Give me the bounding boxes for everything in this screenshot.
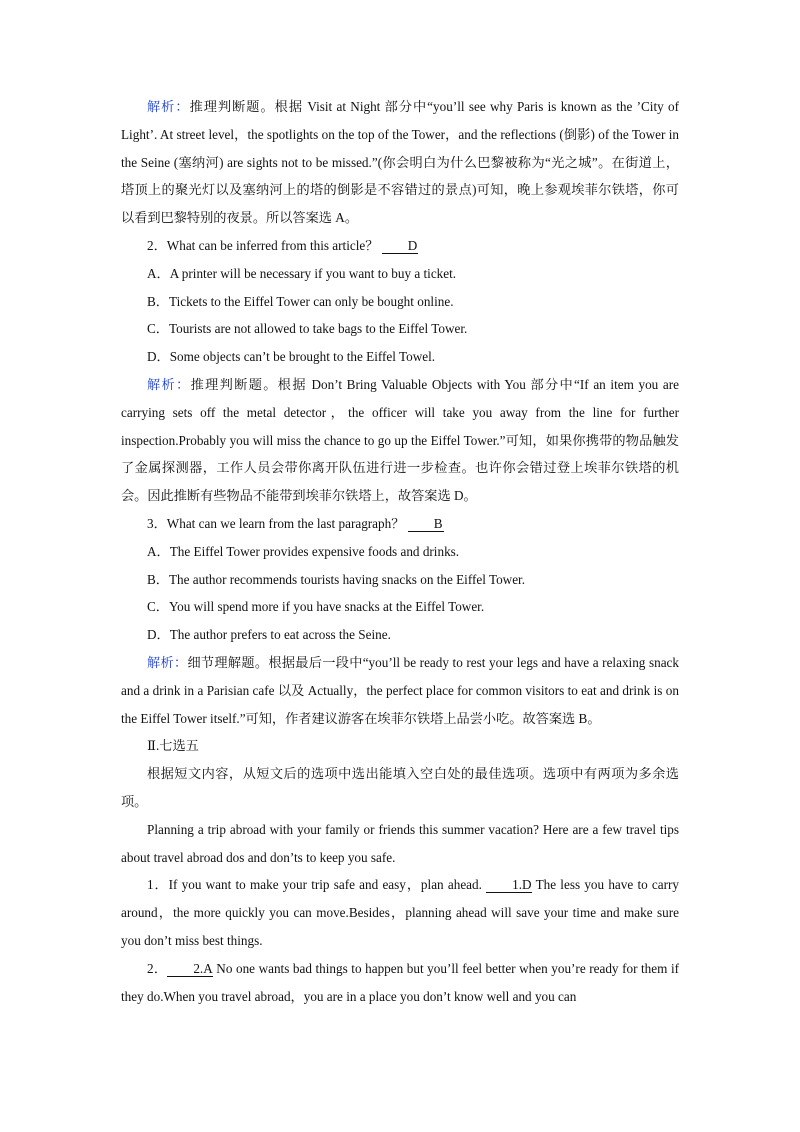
explanation-text: 细节理解题。根据最后一段中“you’ll be ready to rest your legs and have a relaxing snack and a drink in a Parisian cafe 以及 Actually，the perfect place for common visitors to eat and drink is on the Eiffel Tower itself.”可知，作者建议游客在埃菲尔铁塔上品尝小吃。故答案选 B。 (121, 654, 680, 726)
q2-explanation (121, 371, 679, 510)
q2-stem (121, 232, 679, 260)
section-instruction: 根据短文内容，从短文后的选项中选出能填入空白处的最佳选项。选项中有两项为多余选项。 (121, 766, 679, 809)
explanation-text: 推理判断题。根据 Visit at Night 部分中“you’ll see why Paris is known as the ’City of Light’. At street level，the spotlights on the top of the Tower，and the reflections (倒影) of the Tower in the Seine (塞纳河) are sights not to be missed.”(你会明白为什么巴黎被称为“光之城”。在街道上，塔顶上的聚光灯以及塞纳河上的塔的倒影是不容错过的景点)可知，晚上参观埃菲尔铁塔，你可以看到巴黎特别的夜景。所以答案选 A。 (121, 99, 680, 226)
passage-intro: Planning a trip abroad with your family or friends this summer vacation? Here are a few travel tips about travel abroad dos and don’ts to keep you safe. (121, 821, 679, 865)
q2-option-a: A．A printer will be necessary if you want to buy a ticket. (147, 265, 457, 281)
q1-explanation (121, 93, 679, 232)
question-stem: 3．What can we learn from the last paragraph？ (147, 515, 405, 531)
paragraph-text: 2． (147, 960, 168, 976)
paragraph-text: No one wants bad things to happen but you’ll feel better when you’re ready for them if they do.When you travel abroad，you are in a place you don’t know well and you can (121, 960, 680, 1004)
document-page (121, 93, 679, 1010)
q3-option-c: C．You will spend more if you have snacks at the Eiffel Tower. (147, 599, 485, 615)
paragraph-text: 1．If you want to make your trip safe and easy，plan ahead. (147, 877, 482, 893)
explanation-label: 解析： (147, 99, 190, 114)
passage-paragraph-1 (121, 871, 679, 954)
q3-option-d: D．The author prefers to eat across the Seine. (147, 627, 391, 643)
answer-blank: 2.A (167, 962, 212, 977)
q3-explanation (121, 649, 679, 732)
paragraph-text: The less you have to carry around，the more quickly you can move.Besides，planning ahead will save your time and make sure you don’t miss best things. (121, 877, 680, 948)
answer-blank: 1.D (486, 878, 531, 893)
q2-option-d: D．Some objects can’t be brought to the Eiffel Towel. (147, 349, 436, 365)
q3-option-a: A．The Eiffel Tower provides expensive foods and drinks. (147, 543, 460, 559)
explanation-text: 推理判断题。根据 Don’t Bring Valuable Objects with You 部分中“If an item you are carrying sets off the metal detector，the officer will take you away from the line for further inspection.Probably you will miss the chance to go up the Eiffel Tower.”可知，如果你携带的物品触发了金属探测器，工作人员会带你离开队伍进行进一步检查。也许你会错过登上埃菲尔铁塔的机会。因此推断有些物品不能带到埃菲尔铁塔上，故答案选 D。 (121, 376, 680, 504)
q3-stem (121, 510, 679, 538)
q3-option-b: B．The author recommends tourists having snacks on the Eiffel Tower. (147, 571, 526, 587)
passage-paragraph-2 (121, 955, 679, 1011)
question-stem: 2．What can be inferred from this article？ (147, 237, 379, 253)
answer-blank: B (408, 517, 444, 532)
explanation-label: 解析： (147, 376, 191, 392)
q2-option-c: C．Tourists are not allowed to take bags to the Eiffel Tower. (147, 321, 468, 337)
answer-blank: D (382, 239, 418, 254)
q2-option-b: B．Tickets to the Eiffel Tower can only be bought online. (147, 293, 454, 309)
explanation-label: 解析： (147, 654, 188, 670)
section-heading: Ⅱ.七选五 (147, 738, 199, 754)
